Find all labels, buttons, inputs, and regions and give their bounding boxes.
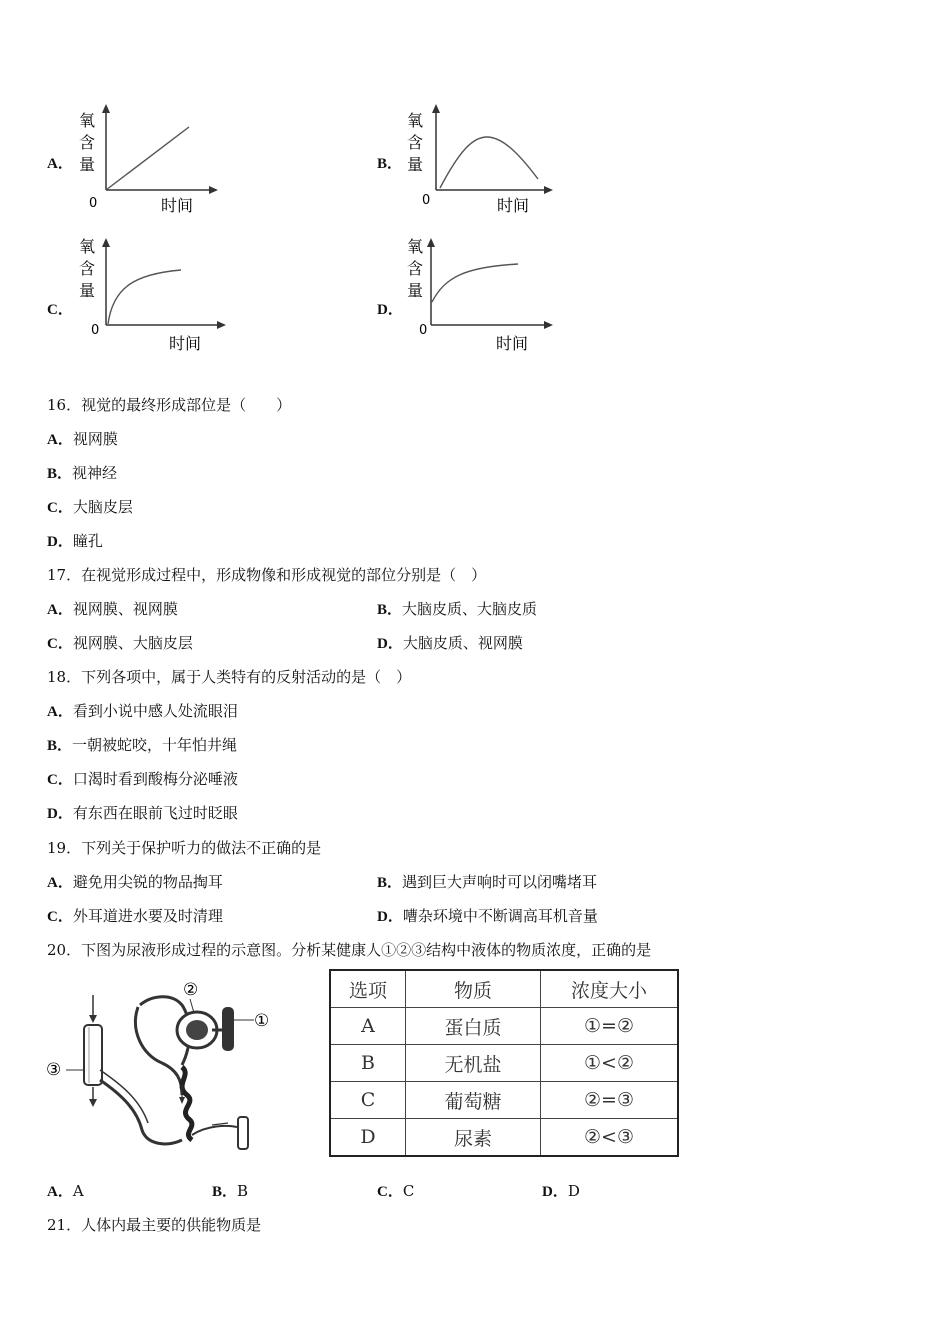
table-cell: ②=③ — [541, 1082, 679, 1119]
q19-option-d[interactable]: D．嘈杂环境中不断调高耳机音量 — [377, 907, 598, 925]
table-row — [330, 1008, 678, 1045]
y-label-char: 含 — [407, 133, 424, 152]
table-cell: D — [330, 1119, 406, 1157]
y-label-char: 量 — [79, 155, 96, 174]
q18-option-d[interactable]: D．有东西在眼前飞过时眨眼 — [47, 804, 238, 822]
q17-option-b[interactable]: B．大脑皮质、大脑皮质 — [377, 600, 538, 618]
q18-option-b[interactable]: B．一朝被蛇咬，十年怕井绳 — [47, 736, 238, 754]
graph-option-b-letter: B． — [377, 156, 403, 172]
q19-option-c[interactable]: C．外耳道进水要及时清理 — [47, 907, 223, 925]
table-cell: 蛋白质 — [406, 1008, 541, 1045]
x-label: 时间 — [161, 196, 194, 215]
q16-option-d[interactable]: D．瞳孔 — [47, 532, 103, 550]
table-cell: 葡萄糖 — [406, 1082, 541, 1119]
y-label-char: 氧 — [79, 111, 96, 130]
q18-stem: 18．下列各项中，属于人类特有的反射活动的是（ ） — [47, 668, 412, 686]
q19-option-a[interactable]: A．避免用尖锐的物品掏耳 — [47, 873, 223, 891]
table-header: 选项 — [330, 970, 406, 1008]
table-row — [330, 1119, 678, 1157]
table-header: 浓度大小 — [541, 970, 679, 1008]
q18-option-c[interactable]: C．口渴时看到酸梅分泌唾液 — [47, 770, 238, 788]
table-cell: ①=② — [541, 1008, 679, 1045]
q17-option-a[interactable]: A．视网膜、视网膜 — [47, 600, 178, 618]
y-label-char: 含 — [79, 133, 96, 152]
q20-stem: 20．下图为尿液形成过程的示意图。分析某健康人①②③结构中液体的物质浓度，正确的是 — [47, 941, 652, 959]
y-label-char: 量 — [407, 155, 424, 174]
q16-stem: 16．视觉的最终形成部位是（ ） — [47, 396, 292, 414]
graph-b — [405, 100, 565, 220]
table-header-row — [330, 970, 678, 1008]
graph-c — [75, 232, 235, 356]
table-cell: B — [330, 1045, 406, 1082]
x-label: 时间 — [497, 196, 530, 215]
y-label-char: 含 — [79, 259, 96, 278]
q19-stem: 19．下列关于保护听力的做法不正确的是 — [47, 839, 322, 857]
label-one: ① — [254, 1011, 270, 1031]
graph-d — [405, 232, 565, 356]
origin-label: 0 — [91, 323, 100, 338]
y-label-char: 氧 — [79, 237, 96, 256]
q20-option-b[interactable]: B．B — [212, 1182, 249, 1200]
q20-option-c[interactable]: C．C — [377, 1182, 415, 1200]
table-row — [330, 1045, 678, 1082]
label-three: ③ — [46, 1060, 62, 1080]
graph-option-a-letter: A． — [47, 156, 73, 172]
graph-a — [75, 100, 235, 220]
q17-stem: 17．在视觉形成过程中，形成物像和形成视觉的部位分别是（ ） — [47, 566, 487, 584]
nephron-diagram — [42, 975, 282, 1160]
table-header: 物质 — [406, 970, 541, 1008]
origin-label: 0 — [422, 193, 431, 208]
q17-option-d[interactable]: D．大脑皮质、视网膜 — [377, 634, 523, 652]
q16-option-c[interactable]: C．大脑皮层 — [47, 498, 133, 516]
q16-option-b[interactable]: B．视神经 — [47, 464, 118, 482]
table-cell: 无机盐 — [406, 1045, 541, 1082]
q20-option-d[interactable]: D．D — [542, 1182, 580, 1200]
y-label-char: 氧 — [407, 111, 424, 130]
x-label: 时间 — [496, 334, 529, 353]
y-label-char: 量 — [407, 281, 424, 300]
origin-label: 0 — [89, 196, 98, 211]
y-label-char: 量 — [79, 281, 96, 300]
table-cell: 尿素 — [406, 1119, 541, 1157]
table-cell: ②<③ — [541, 1119, 679, 1157]
y-label-char: 含 — [407, 259, 424, 278]
y-label-char: 氧 — [407, 237, 424, 256]
table-cell: C — [330, 1082, 406, 1119]
table-cell: A — [330, 1008, 406, 1045]
graph-option-d-letter: D． — [377, 302, 403, 318]
q19-option-b[interactable]: B．遇到巨大声响时可以闭嘴堵耳 — [377, 873, 598, 891]
x-label: 时间 — [169, 334, 202, 353]
q20-option-a[interactable]: A．A — [47, 1182, 84, 1200]
q21-stem: 21．人体内最主要的供能物质是 — [47, 1216, 262, 1234]
graph-option-c-letter: C． — [47, 302, 73, 318]
q17-option-c[interactable]: C．视网膜、大脑皮层 — [47, 634, 193, 652]
table-cell: ①<② — [541, 1045, 679, 1082]
label-two: ② — [183, 980, 199, 1000]
table-row — [330, 1082, 678, 1119]
origin-label: 0 — [419, 323, 428, 338]
q16-option-a[interactable]: A．视网膜 — [47, 430, 118, 448]
concentration-table — [329, 969, 679, 1157]
q18-option-a[interactable]: A．看到小说中感人处流眼泪 — [47, 702, 238, 720]
